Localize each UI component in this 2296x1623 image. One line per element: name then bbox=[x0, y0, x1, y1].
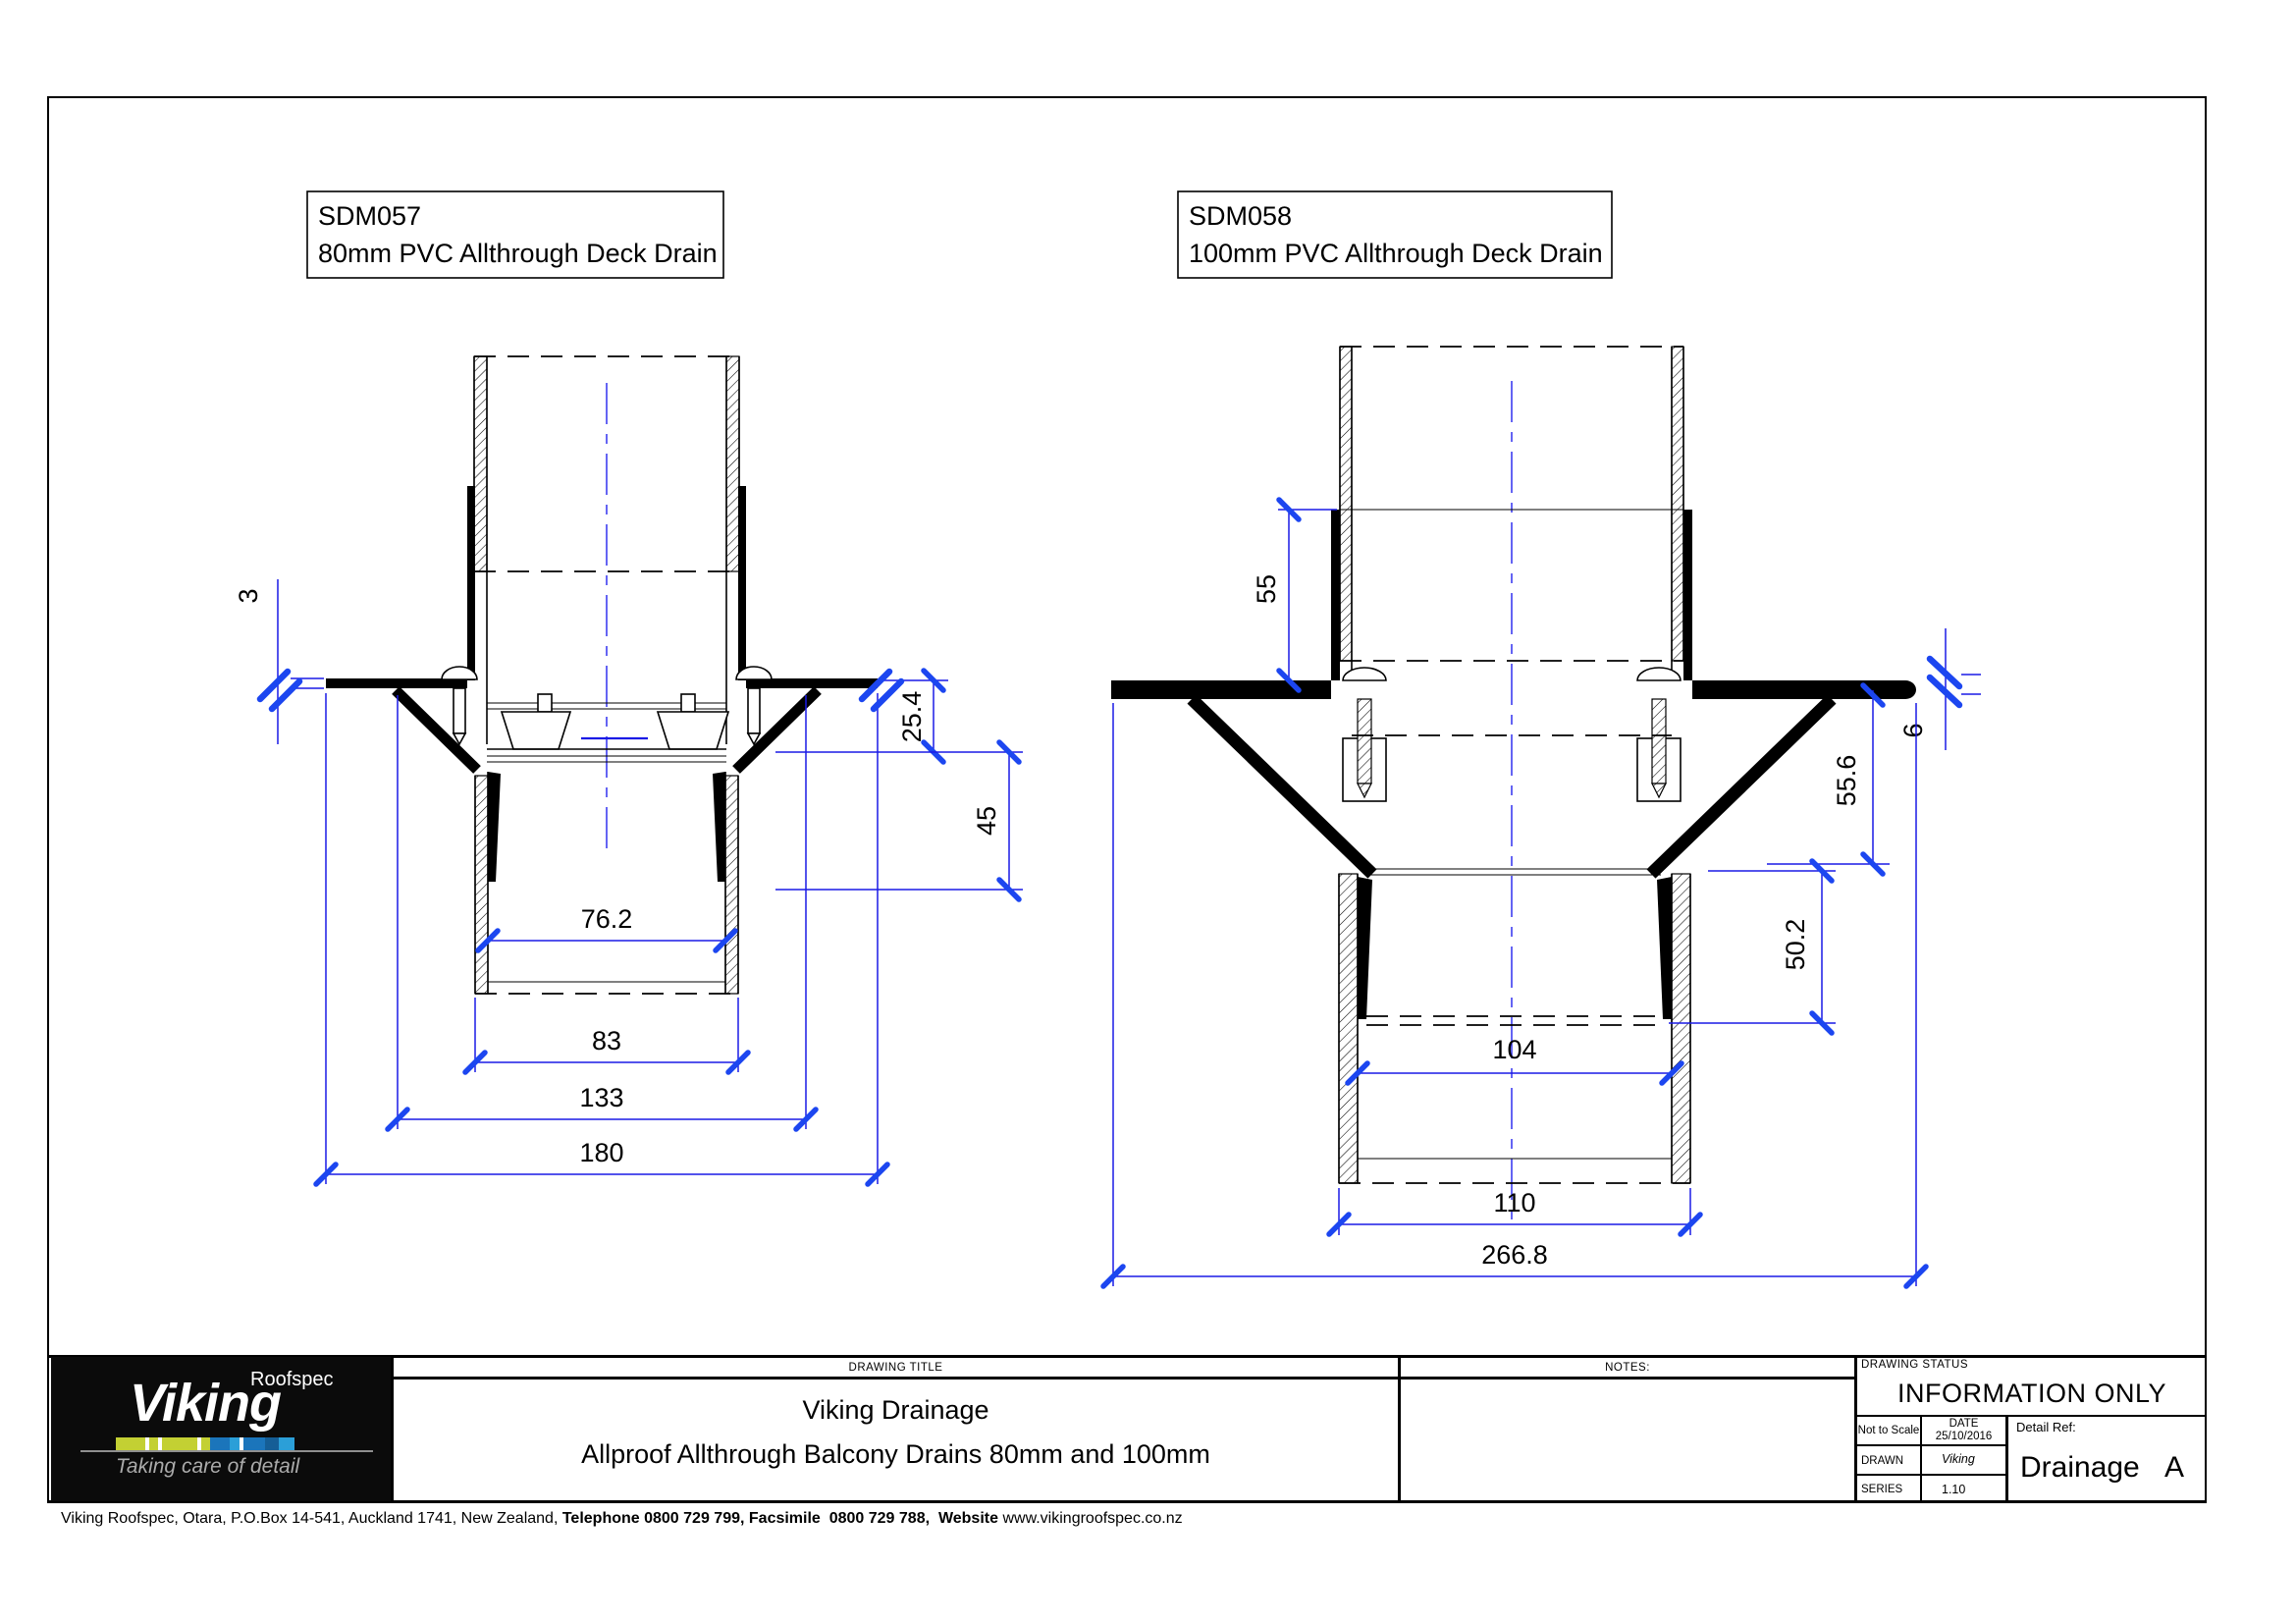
logo-color-bar bbox=[116, 1437, 294, 1450]
pipe-wall-hatch bbox=[726, 356, 739, 571]
svg-text:25.4: 25.4 bbox=[897, 690, 927, 743]
drawing-title-label: DRAWING TITLE bbox=[848, 1361, 943, 1374]
pipe-wall-hatch bbox=[474, 356, 487, 571]
drawn-value: Viking bbox=[1942, 1452, 1975, 1466]
logo-bar-segment bbox=[230, 1437, 240, 1450]
footer-website-label: Website bbox=[937, 1510, 998, 1527]
dim-spigot-depth bbox=[1669, 861, 1836, 1033]
titleblock-line bbox=[2005, 1415, 2008, 1503]
drawing-title-line1: Viking Drainage bbox=[802, 1395, 989, 1425]
logo-bar-segment bbox=[162, 1437, 197, 1450]
titleblock-line bbox=[1854, 1474, 2007, 1476]
svg-text:104: 104 bbox=[1492, 1035, 1537, 1064]
socket-wall bbox=[738, 486, 746, 680]
pipe-wall-hatch bbox=[1672, 874, 1690, 1183]
break-mark bbox=[862, 672, 901, 709]
titleblock-line bbox=[1854, 1444, 2007, 1446]
series-value: 1.10 bbox=[1942, 1483, 1966, 1496]
dim-inner-dia bbox=[478, 904, 735, 950]
titleblock-line bbox=[1398, 1355, 1401, 1503]
svg-text:266.8: 266.8 bbox=[1481, 1240, 1548, 1270]
dim-rim-depth bbox=[883, 671, 948, 762]
code-sdm058: SDM058 bbox=[1189, 201, 1293, 231]
outlet-sleeve bbox=[488, 772, 501, 882]
detail-ref-label: Detail Ref: bbox=[2016, 1420, 2076, 1434]
date-value: 25/10/2016 bbox=[1935, 1431, 1993, 1442]
logo-bar-segment bbox=[149, 1437, 158, 1450]
footer-telephone: Telephone 0800 729 799, bbox=[561, 1510, 745, 1527]
svg-text:50.2: 50.2 bbox=[1781, 918, 1810, 971]
drawing-sdm057 bbox=[234, 191, 1023, 1184]
dim-membrane-thickness bbox=[234, 579, 324, 744]
titleblock-line bbox=[391, 1377, 1854, 1380]
logo-bar-segment bbox=[210, 1437, 230, 1450]
logo-bar-segment bbox=[243, 1437, 265, 1450]
svg-text:45: 45 bbox=[972, 805, 1001, 837]
footer-facsimile-label: Facsimile bbox=[748, 1510, 821, 1527]
outlet-sleeve bbox=[1358, 877, 1372, 1019]
pipe-wall-hatch bbox=[1340, 347, 1352, 661]
logo-bar-segment bbox=[279, 1437, 294, 1450]
drawing-title-cell bbox=[394, 1383, 1398, 1482]
pipe-wall-hatch bbox=[1672, 347, 1683, 661]
viking-logo bbox=[51, 1357, 391, 1501]
socket-wall bbox=[1683, 510, 1692, 680]
title-sdm057: 80mm PVC Allthrough Deck Drain bbox=[318, 239, 718, 268]
dim-socket-depth bbox=[1252, 500, 1337, 690]
drawing-title-line2: Allproof Allthrough Balcony Drains 80mm and 100mm bbox=[581, 1439, 1210, 1469]
outlet-sleeve bbox=[1657, 877, 1672, 1019]
screw-head bbox=[1637, 668, 1681, 680]
logo-rule bbox=[80, 1450, 373, 1452]
svg-text:55.6: 55.6 bbox=[1832, 754, 1861, 807]
svg-text:133: 133 bbox=[579, 1083, 624, 1112]
grate-wedge bbox=[658, 712, 728, 749]
screw-head bbox=[1343, 668, 1386, 680]
detail-ref-value: Drainage bbox=[2020, 1451, 2140, 1484]
logo-roofspec-text: Roofspec bbox=[250, 1369, 334, 1390]
footer-website-url: www.vikingroofspec.co.nz bbox=[1002, 1510, 1183, 1527]
logo-brand-text: Viking bbox=[130, 1374, 282, 1433]
outlet-sleeve bbox=[713, 772, 725, 882]
pipe-wall-hatch bbox=[475, 776, 488, 994]
code-sdm057: SDM057 bbox=[318, 201, 422, 231]
dim-inner-dia bbox=[1348, 1035, 1682, 1083]
title-sdm058: 100mm PVC Allthrough Deck Drain bbox=[1189, 239, 1603, 268]
footer-facsimile-number: 0800 729 788, bbox=[828, 1510, 931, 1527]
logo-bar-segment bbox=[265, 1437, 279, 1450]
drawing-sdm058 bbox=[1103, 191, 1981, 1286]
svg-text:3: 3 bbox=[234, 588, 263, 604]
logo-bar-segment bbox=[116, 1437, 145, 1450]
svg-text:83: 83 bbox=[591, 1026, 622, 1055]
svg-text:76.2: 76.2 bbox=[580, 904, 633, 934]
svg-text:110: 110 bbox=[1493, 1188, 1536, 1217]
socket-wall bbox=[1331, 510, 1340, 680]
svg-text:6: 6 bbox=[1898, 723, 1928, 738]
drawing-status-label: DRAWING STATUS bbox=[1861, 1359, 1969, 1371]
sheet-footer bbox=[61, 1510, 1183, 1528]
logo-bar-segment bbox=[201, 1437, 210, 1450]
svg-text:180: 180 bbox=[579, 1138, 624, 1167]
socket-wall bbox=[467, 486, 475, 680]
date-label: DATE bbox=[1949, 1418, 1979, 1430]
dim-outer-dia bbox=[465, 998, 748, 1072]
dim-outer-dia bbox=[1329, 1188, 1700, 1235]
footer-address: Viking Roofspec, Otara, P.O.Box 14-541, Auckland 1741, New Zealand, bbox=[61, 1510, 559, 1527]
scale-note: Not to Scale bbox=[1857, 1425, 1920, 1436]
notes-label: NOTES: bbox=[1605, 1361, 1650, 1374]
pipe-wall-hatch bbox=[1339, 874, 1358, 1183]
dim-body-depth bbox=[1767, 685, 1890, 874]
series-label: SERIES bbox=[1861, 1484, 1903, 1495]
flange bbox=[1692, 680, 1916, 699]
drawn-label: DRAWN bbox=[1861, 1455, 1904, 1467]
dim-body-depth bbox=[775, 742, 1023, 899]
svg-text:55: 55 bbox=[1252, 573, 1281, 605]
logo-tagline-text: Taking care of detail bbox=[116, 1455, 300, 1478]
drawing-status-value: INFORMATION ONLY bbox=[1896, 1378, 2166, 1408]
revision-letter: A bbox=[2164, 1451, 2185, 1484]
pipe-wall-hatch bbox=[725, 776, 738, 994]
grate-wedge bbox=[502, 712, 570, 749]
